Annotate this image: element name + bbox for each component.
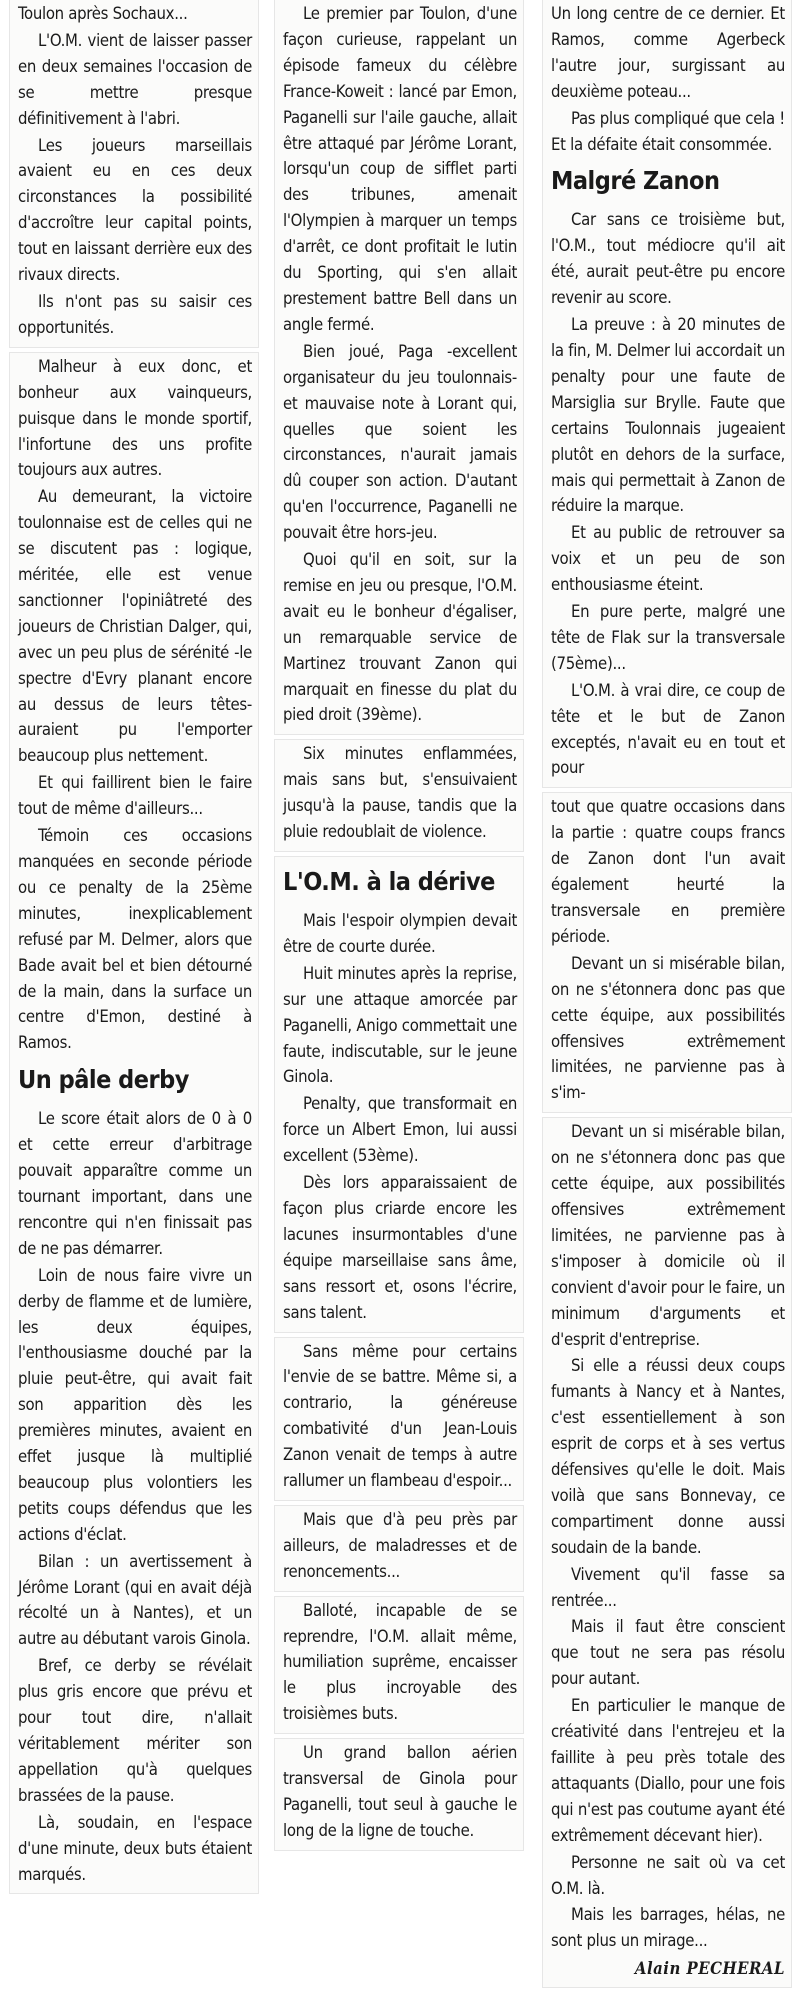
paragraph: Vivement qu'il fasse sa rentrée...	[551, 1564, 785, 1610]
paragraph: Bien joué, Paga -excellent organisateur du jeu toulonnais- et mauvaise note à Lorant qui, quelles que soient les circonstances, n'aurait jamais dû couper son action. D'autant qu'en l'occurrence, Paganelli ne pouvait être hors-jeu.	[283, 341, 517, 543]
paragraph: Personne ne sait où va cet O.M. là.	[551, 1852, 785, 1898]
paragraph: Pas plus compliqué que cela ! Et la défaite était consommée.	[551, 108, 785, 154]
paragraph: Six minutes enflammées, mais sans but, s'ensuivaient jusqu'à la pause, tandis que la pluie redoublait de violence.	[283, 744, 517, 842]
paragraph: tout que quatre occasions dans la partie : quatre coups francs de Zanon dont l'un avait également heurté la transversale en première période.	[551, 797, 785, 946]
paragraph: Et qui faillirent bien le faire tout de même d'ailleurs...	[18, 773, 252, 819]
paragraph: Le score était alors de 0 à 0 et cette erreur d'arbitrage pouvait apparaître comme un tournant important, dans une rencontre qui n'en finissait pas de ne pas démarrer.	[18, 1109, 252, 1258]
paragraph: Toulon après Sochaux...	[18, 4, 188, 23]
clipping-3c	[543, 1118, 791, 1987]
paragraph: L'O.M. à vrai dire, ce coup de tête et le but de Zanon exceptés, n'avait eu en tout et pour	[551, 680, 785, 778]
clipping-1a	[10, 0, 258, 347]
column-2	[275, 0, 523, 1856]
paragraph: Bilan : un avertissement à Jérôme Lorant (qui en avait déjà récolté un à Nantes), et un autre au débutant varois Ginola.	[18, 1551, 252, 1649]
paragraph: Car sans ce troisième but, l'O.M., tout médiocre qu'il ait été, aurait peut-être pu encore revenir au score.	[551, 210, 785, 308]
paragraph: Là, soudain, en l'espace d'une minute, deux buts étaient marqués.	[18, 1812, 252, 1884]
clipping-2g	[275, 1739, 523, 1850]
paragraph: Malheur à eux donc, et bonheur aux vainqueurs, puisque dans le monde sportif, l'infortune des uns profite toujours aux autres.	[18, 356, 252, 480]
paragraph: Si elle a réussi deux coups fumants à Nancy et à Nantes, c'est essentiellement à son esprit de corps et à ses vertus défensives qu'elle le doit. Mais voilà que sans Bonnevay, ce compartiment donne aussi soudain de la bande.	[551, 1356, 785, 1557]
paragraph: Mais les barrages, hélas, ne sont plus un mirage...	[551, 1905, 785, 1951]
clipping-2c	[275, 857, 523, 1332]
paragraph: Sans même pour certains l'envie de se battre. Même si, a contrario, la généreuse combativité d'un Jean-Louis Zanon venait de temps à autre rallumer un flambeau d'espoir...	[283, 1341, 517, 1491]
clipping-1b	[10, 353, 258, 1894]
paragraph: Devant un si misérable bilan, on ne s'étonnera donc pas que cette équipe, aux possibilités offensives extrêmement limitées, ne parvienne pas à s'imposer à domicile où il convient d'avoir pour le faire, un minimum d'arguments et d'esprit d'entreprise.	[551, 1122, 785, 1349]
section-heading-pale-derby: Un pâle derby	[18, 1065, 189, 1095]
column-1	[10, 0, 258, 1899]
clipping-2a	[275, 0, 523, 734]
paragraph: Mais il faut être conscient que tout ne sera pas résolu pour autant.	[551, 1617, 785, 1689]
paragraph: Balloté, incapable de se reprendre, l'O.M. allait même, humiliation suprême, encaisser le plus incroyable des troisièmes buts.	[283, 1600, 517, 1724]
paragraph: Les joueurs marseillais avaient eu en ces deux circonstances la possibilité d'accroître leur capital points, tout en laissant derrière eux des rivaux directs.	[18, 135, 252, 285]
paragraph: Au demeurant, la victoire toulonnaise est de celles qui ne se discutent pas : logique, méritée, elle est venue sanctionner l'opiniâtreté des joueurs de Christian Dalger, qui, avec un peu plus de sérénité -le spectre d'Evry planant encore au dessus de leurs têtes- auraient pu l'emporter beaucoup plus nettement.	[18, 487, 252, 766]
paragraph: La preuve : à 20 minutes de la fin, M. Delmer lui accordait un penalty pour une faute de Marsiglia sur Brylle. Faute que certains Toulonnais jugeaient plutôt en dehors de la surface, mais qui permettait à Zanon de réduire la marque.	[551, 315, 785, 516]
paragraph: Mais que d'à peu près par ailleurs, de maladresses et de renoncements...	[283, 1509, 517, 1581]
paragraph: Et au public de retrouver sa voix et un peu de son enthousiasme éteint.	[551, 523, 785, 595]
paragraph: Ils n'ont pas su saisir ces opportunités.	[18, 291, 252, 337]
clipping-2d	[275, 1338, 523, 1500]
paragraph: Dès lors apparaissaient de façon plus criarde encore les lacunes insurmontables d'une équipe marseillaise sans âme, sans ressort et, osons l'écrire, sans talent.	[283, 1173, 517, 1322]
column-3	[543, 0, 791, 1993]
paragraph: Penalty, que transformait en force un Albert Emon, lui aussi excellent (53ème).	[283, 1094, 517, 1166]
paragraph: Bref, ce derby se révélait plus gris encore que prévu et pour tout dire, n'allait véritablement mériter son appellation qu'à quelques brassées de la pause.	[18, 1656, 252, 1805]
clipping-3a	[543, 0, 791, 787]
paragraph: Quoi qu'il en soit, sur la remise en jeu ou presque, l'O.M. avait eu le bonheur d'égaliser, un remarquable service de Martinez trouvant Zanon qui marquait en finesse du plat du pied droit (39ème).	[283, 550, 517, 725]
paragraph: Un grand ballon aérien transversal de Ginola pour Paganelli, tout seul à gauche le long de la ligne de touche.	[283, 1743, 517, 1840]
paragraph: En pure perte, malgré une tête de Flak sur la transversale (75ème)...	[551, 602, 785, 673]
clipping-2e	[275, 1506, 523, 1591]
clipping-2f	[275, 1597, 523, 1734]
section-heading-malgre-zanon: Malgré Zanon	[551, 166, 720, 196]
clipping-3b	[543, 793, 791, 1112]
paragraph: Un long centre de ce dernier. Et Ramos, comme Agerbeck l'autre jour, surgissant au deuxième poteau...	[551, 4, 785, 101]
paragraph: Loin de nous faire vivre un derby de flamme et de lumière, les deux équipes, l'enthousiasme douché par la pluie peut-être, qui avait fait son apparition dès les premières minutes, avaient en effet jusque là multiplié beaucoup plus volontiers les petits coups défendus que les actions d'éclat.	[18, 1265, 252, 1544]
paragraph: Le premier par Toulon, d'une façon curieuse, rappelant un épisode fameux du célèbre France-Koweit : lancé par Emon, Paganelli sur l'aile gauche, allait être attaqué par Jérôme Lorant, lorsqu'un coup de sifflet parti des tribunes, amenait l'Olympien à marquer un temps d'arrêt, ce dont profitait le lutin du Sporting, qui s'en allait prestement battre Bell dans un angle fermé.	[283, 4, 517, 334]
clipping-2b	[275, 740, 523, 851]
paragraph: Témoin ces occasions manquées en seconde période ou ce penalty de la 25ème minutes, inexplicablement refusé par M. Delmer, alors que Bade avait bel et bien détourné de la main, dans la surface un centre d'Emon, destiné à Ramos.	[18, 826, 252, 1053]
paragraph: L'O.M. vient de laisser passer en deux semaines l'occasion de se mettre presque définitivement à l'abri.	[18, 30, 252, 128]
paragraph: En particulier le manque de créativité dans l'entrejeu et la faillite à peu près totale des attaquants (Diallo, pour une fois qui n'est pas coutume ayant été extrêmement décevant hier).	[551, 1696, 785, 1845]
author-signature: Alain PECHERAL	[634, 1958, 785, 1979]
section-heading-om-derive: L'O.M. à la dérive	[283, 867, 495, 896]
paragraph: Huit minutes après la reprise, sur une attaque amorcée par Paganelli, Anigo commettait une faute, indiscutable, sur le jeune Ginola.	[283, 963, 517, 1087]
paragraph: Mais l'espoir olympien devait être de courte durée.	[283, 911, 517, 956]
paragraph: Devant un si misérable bilan, on ne s'étonnera donc pas que cette équipe, aux possibilités offensives extrêmement limitées, ne parvienne pas à s'im-	[551, 953, 785, 1103]
